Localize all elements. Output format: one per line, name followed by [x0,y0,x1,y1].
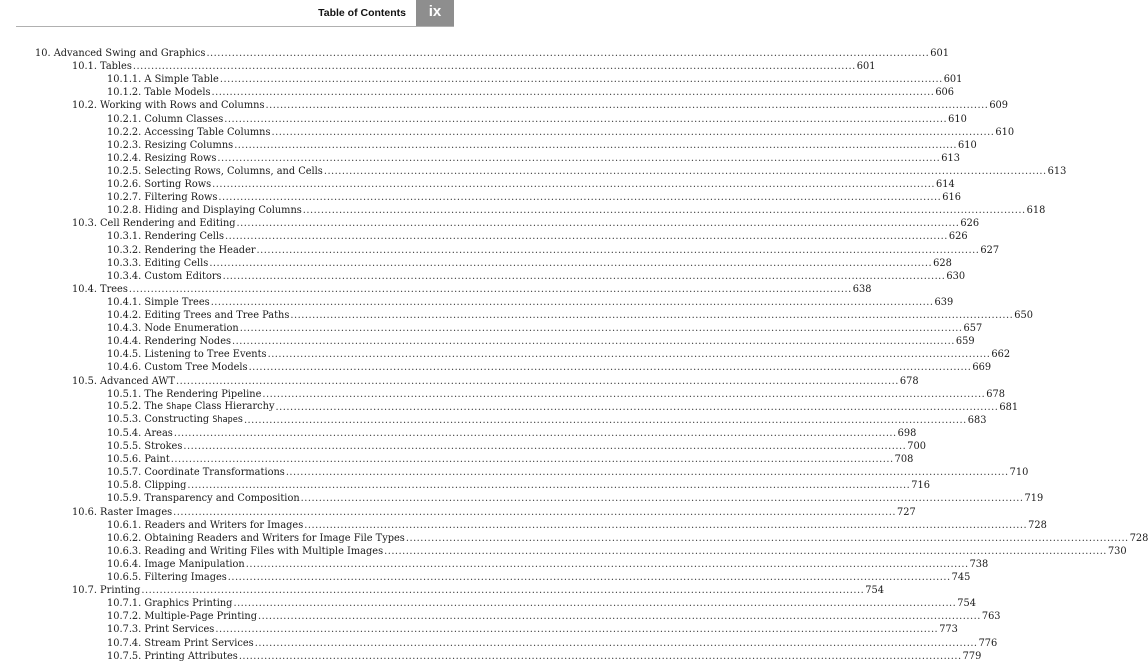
toc-entry[interactable] [107,113,967,126]
toc-entry[interactable] [107,257,952,270]
toc-entry-title [107,571,227,584]
dot-leader: ........................................................................................................................................................................................................ [248,362,972,374]
toc-entry-title [107,348,267,361]
dot-leader: ........................................................................................................................................................................................................ [323,165,1047,177]
toc-entry-page: 708 [894,454,914,466]
toc-entry-page: 678 [986,388,1005,400]
toc-entry-title [107,413,243,427]
dot-leader: ........................................................................................................................................................................................................ [236,218,960,230]
toc-entry-text: 10.6.5. Filtering Images [107,572,227,583]
toc-entry-text: 10.2. Working with Rows and Columns [72,100,265,112]
toc-entry-text: 10.4.1. Simple Trees [107,296,210,308]
dot-leader: ........................................................................................................................................................................................................ [285,467,1009,479]
toc-entry-text: 10.4.2. Editing Trees and Tree Paths [107,310,290,321]
toc-entry-title [72,217,236,230]
toc-entry-text: 10.1. Tables [72,61,132,73]
toc-entry-title [107,610,257,623]
toc-entry-text: 10.5.5. Strokes [107,441,183,452]
toc-entry-text: 10.4.3. Node Enumeration [107,323,239,335]
dot-leader: ........................................................................................................................................................................................................ [256,244,980,256]
toc-entry-title [107,453,170,466]
toc-entry-page: 662 [991,349,1011,361]
toc-entry-title [107,230,224,243]
toc-entry-title [107,126,271,139]
dot-leader: ........................................................................................................................................................................................................ [232,336,955,348]
toc-entry-text: 10.2.7. Filtering Rows [107,192,218,204]
dot-leader: ........................................................................................................................................................................................................ [209,257,933,269]
toc-entry-page: 681 [999,401,1019,413]
toc-entry[interactable] [72,99,1009,112]
toc-entry-title [107,309,289,322]
toc-entry-title [72,584,140,597]
toc-entry[interactable] [72,375,919,388]
toc-entry[interactable] [107,623,958,636]
dot-leader: ........................................................................................................................................................................................................ [245,558,969,570]
dot-leader: ........................................................................................................................................................................................................ [254,637,978,649]
toc-entry-title [107,558,245,571]
toc-entry[interactable] [107,400,1019,414]
toc-entry[interactable] [107,388,1005,401]
dot-leader: ........................................................................................................................................................................................................ [218,192,942,204]
toc-entry-page: 779 [962,650,982,662]
toc-entry-page: 728 [1028,519,1047,531]
toc-entry[interactable] [107,532,1148,545]
toc-entry-title [72,506,172,519]
toc-entry-title [107,257,208,270]
toc-entry-text: 10.1.1. A Simple Table [107,74,219,86]
toc-entry[interactable] [107,244,1000,257]
toc-entry-title [35,47,205,60]
dot-leader: ........................................................................................................................................................................................................ [258,611,981,623]
toc-entry-page: 700 [907,441,926,452]
toc-entry[interactable] [107,479,930,492]
toc-entry-page: 610 [958,139,977,151]
dot-leader: ........................................................................................................................................................................................................ [290,310,1014,321]
toc-entry-text: 10.5.9. Transparency and Composition [107,493,300,505]
toc-entry-text: 10.7.2. Multiple-Page Printing [107,611,257,623]
toc-entry-title [107,296,210,309]
toc-entry-text: 10.4.5. Listening to Tree Events [107,349,267,361]
toc-entry-code: Shape [166,401,192,412]
toc-entry-page: 627 [980,244,1000,256]
toc-entry-text: 10.7. Printing [72,585,141,597]
toc-entry-text: 10.5.1. The Rendering Pipeline [107,388,262,400]
toc-entry-text: 10.2.6. Sorting Rows [107,179,212,190]
dot-leader: ........................................................................................................................................................................................................ [132,61,856,73]
toc-entry-title [107,440,182,453]
dot-leader: ........................................................................................................................................................................................................ [275,401,999,413]
toc-entry-page: 601 [856,61,876,73]
toc-entry-text: 10.5.3. Constructing [107,413,213,425]
dot-leader: ........................................................................................................................................................................................................ [233,598,957,610]
toc-entry-page: 626 [948,231,968,243]
toc-entry-text: 10.3.4. Custom Editors [107,270,222,282]
toc-entry-text: 10.2.4. Resizing Rows [107,152,217,164]
toc-entry-text: 10.2.5. Selecting Rows, Columns, and Cells [107,165,323,177]
toc-entry-title [72,60,132,73]
toc-entry-text: 10.4. Trees [72,283,128,295]
toc-entry-page: 610 [995,126,1015,138]
toc-entry-title [107,400,275,414]
toc-entry[interactable] [72,283,872,296]
toc-entry-page: 698 [897,427,917,439]
toc-entry-text: 10.5. Advanced AWT [72,375,176,387]
toc-entry[interactable] [107,545,1127,558]
dot-leader: ........................................................................................................................................................................................................ [222,270,946,282]
dot-leader: ........................................................................................................................................................................................................ [187,480,911,492]
toc-entry-text: 10.7.3. Print Services [107,624,215,636]
toc-entry-title [107,244,256,257]
toc-entry-page: 618 [1026,205,1046,217]
toc-entry-text: 10.5.6. Paint [107,454,170,466]
dot-leader: ........................................................................................................................................................................................................ [267,349,991,361]
toc-entry[interactable] [107,492,1044,505]
toc-entry-title [107,113,223,126]
toc-entry-title [107,178,211,191]
toc-entry-title [107,492,300,505]
toc-entry[interactable] [107,126,1015,139]
header-divider [16,26,454,27]
toc-entry-text: 10.3.1. Rendering Cells [107,231,225,243]
toc-entry-title [72,375,175,388]
toc-entry-page: 669 [972,362,992,374]
toc-entry-text: 10. Advanced Swing and Graphics [35,48,206,59]
toc-entry[interactable] [107,650,982,663]
toc-entry[interactable] [107,270,966,283]
toc-entry-page: 728 [1129,532,1148,544]
toc-entry[interactable] [107,178,955,191]
dot-leader: ........................................................................................................................................................................................................ [170,454,894,466]
toc-entry-text: 10.3.2. Rendering the Header [107,244,256,256]
toc-entry[interactable] [107,348,1011,361]
dot-leader: ........................................................................................................................................................................................................ [173,506,896,518]
toc-entry[interactable] [107,322,983,335]
toc-entry-title [107,427,173,440]
toc-entry-title [107,204,302,217]
toc-entry[interactable] [107,519,1047,532]
dot-leader: ........................................................................................................................................................................................................ [173,427,897,439]
toc-entry-page: 628 [933,257,952,269]
toc-entry-text: 10.6.1. Readers and Writers for Images [107,519,304,531]
toc-entry[interactable] [107,427,917,440]
toc-entry-text: 10.4.4. Rendering Nodes [107,336,232,348]
toc-entry-text: 10.7.1. Graphics Printing [107,598,233,610]
toc-entry-text: 10.3. Cell Rendering and Editing [72,218,236,230]
toc-entry-text: 10.6.2. Obtaining Readers and Writers for Image File Types [107,532,405,544]
toc-entry-text: 10.6.4. Image Manipulation [107,558,245,570]
toc-entry[interactable] [107,86,955,99]
page-number: ix [428,3,442,20]
toc-entry-page: 638 [852,283,872,295]
toc-entry-page: 650 [1014,310,1033,321]
dot-leader: ........................................................................................................................................................................................................ [405,532,1129,544]
toc-entry[interactable] [107,191,961,204]
toc-entry[interactable] [107,296,954,309]
dot-leader: ........................................................................................................................................................................................................ [227,572,951,583]
toc-entry[interactable] [107,230,968,243]
dot-leader: ........................................................................................................................................................................................................ [215,624,939,636]
toc-entry-text: 10.1.2. Table Models [107,87,211,99]
toc-entry-title [107,637,254,650]
toc-entry[interactable] [107,152,960,165]
toc-entry-page: 657 [963,323,983,335]
toc-entry[interactable] [107,361,992,374]
toc-entry[interactable] [107,413,987,427]
toc-entry-page: 716 [911,480,930,492]
toc-entry-text: 10.7.5. Printing Attributes [107,650,238,662]
toc-entry-code: Shape [212,414,238,425]
toc-entry[interactable] [107,453,914,466]
toc-entry-page: 763 [981,611,1001,623]
dot-leader: ........................................................................................................................................................................................................ [217,152,941,164]
toc-entry-text: 10.5.2. The [107,400,167,412]
toc-entry-text: 10.6.3. Reading and Writing Files with Multiple Images [107,545,384,557]
toc-entry-page: 659 [955,336,975,348]
toc-entry-title [107,545,383,558]
toc-entry-text: 10.2.1. Column Classes [107,113,224,125]
toc-entry-text: 10.2.3. Resizing Columns [107,139,234,151]
toc-entry-title [107,361,248,374]
toc-entry[interactable] [107,165,1067,178]
toc-entry-page: 630 [946,270,966,282]
toc-entry-page: 727 [897,506,916,518]
toc-entry-text: 10.6. Raster Images [72,506,173,518]
toc-entry[interactable] [107,558,989,571]
toc-entry-title [107,335,231,348]
dot-leader: ........................................................................................................................................................................................................ [128,283,852,295]
toc-entry-title [107,519,303,532]
toc-entry-title [107,165,323,178]
toc-entry-title [107,597,232,610]
dot-leader: ........................................................................................................................................................................................................ [212,179,935,190]
dot-leader: ........................................................................................................................................................................................................ [206,48,930,59]
dot-leader: ........................................................................................................................................................................................................ [211,87,935,99]
toc-entry-title [107,139,233,152]
toc-entry-page: 610 [948,113,967,125]
toc-entry[interactable] [107,597,976,610]
toc-entry-page: 738 [969,558,989,570]
toc-entry-page: 614 [935,179,955,190]
toc-entry[interactable] [107,440,926,453]
toc-entry-page: 616 [942,192,961,204]
toc-entry-page: 776 [978,637,998,649]
dot-leader: ........................................................................................................................................................................................................ [238,650,962,662]
dot-leader: ........................................................................................................................................................................................................ [262,388,986,400]
dot-leader: ........................................................................................................................................................................................................ [183,441,907,452]
page-header [0,0,454,26]
toc-entry-text: 10.4.6. Custom Tree Models [107,362,248,374]
toc-entry[interactable] [72,506,916,519]
toc-entry[interactable] [107,466,1029,479]
dot-leader: ........................................................................................................................................................................................................ [210,296,934,308]
toc-entry[interactable] [107,335,975,348]
toc-entry-text: 10.5.7. Coordinate Transformations [107,467,285,479]
toc-entry-page: 678 [899,375,919,387]
toc-entry-text: 10.5.4. Areas [107,427,173,439]
toc-entry[interactable] [35,47,949,60]
toc-entry-page: 773 [939,624,958,636]
toc-entry-title [107,191,217,204]
toc-entry[interactable] [72,584,884,597]
toc-entry-title [107,650,238,663]
toc-entry[interactable] [72,217,980,230]
dot-leader: ........................................................................................................................................................................................................ [304,519,1028,531]
toc-entry-page: 626 [960,218,980,230]
dot-leader: ........................................................................................................................................................................................................ [225,231,948,243]
toc-entry-title [107,270,222,283]
toc-entry-title [107,479,186,492]
toc-entry[interactable] [107,571,971,584]
dot-leader: ........................................................................................................................................................................................................ [300,493,1024,505]
toc-entry-page: 710 [1009,467,1029,479]
toc-entry-title [107,532,405,545]
toc-entry-title [107,86,210,99]
dot-leader: ........................................................................................................................................................................................................ [234,139,958,151]
toc-entry[interactable] [72,60,876,73]
toc-entry[interactable] [107,309,1033,322]
toc-entry-page: 613 [941,152,960,164]
toc-entry-title [107,73,219,86]
toc-entry-title [107,623,214,636]
dot-leader: ........................................................................................................................................................................................................ [302,205,1026,217]
toc-entry-page: 683 [967,414,987,426]
dot-leader: ........................................................................................................................................................................................................ [271,126,995,138]
dot-leader: ........................................................................................................................................................................................................ [141,585,865,597]
dot-leader: ........................................................................................................................................................................................................ [239,323,963,335]
toc-entry-title [107,152,216,165]
toc-entry[interactable] [107,73,963,86]
toc-entry-title [107,322,239,335]
dot-leader: ........................................................................................................................................................................................................ [176,375,899,387]
dot-leader: ........................................................................................................................................................................................................ [243,414,967,426]
toc-entry-text: 10.3.3. Editing Cells [107,257,209,269]
toc-entry-page: 719 [1024,493,1044,505]
toc-entry-page: 730 [1107,545,1127,557]
toc-entry[interactable] [107,610,1001,623]
toc-entry-page: 609 [989,100,1009,112]
toc-entry-page: 754 [957,598,976,610]
toc-entry-text: 10.2.8. Hiding and Displaying Columns [107,205,302,217]
toc-entry-text: 10.2.2. Accessing Table Columns [107,126,271,138]
toc-entry[interactable] [107,637,998,650]
toc-entry-text-after: Class Hierarchy [191,400,275,412]
dot-leader: ........................................................................................................................................................................................................ [265,100,989,112]
toc-entry-page: 613 [1047,165,1067,177]
toc-entry-title [72,99,264,112]
toc-entry-page: 601 [943,74,963,86]
dot-leader: ........................................................................................................................................................................................................ [219,74,943,86]
toc-entry-title [107,388,261,401]
dot-leader: ........................................................................................................................................................................................................ [224,113,948,125]
toc-entry-page: 754 [865,585,884,597]
toc-entry-text-after: s [237,413,243,425]
toc-entry-page: 606 [935,87,955,99]
toc-entry-title [107,466,285,479]
toc-entry-page: 601 [930,48,949,59]
dot-leader: ........................................................................................................................................................................................................ [384,545,1107,557]
toc-entry[interactable] [107,139,977,152]
running-title: Table of Contents [318,7,406,19]
toc-entry-page: 639 [934,296,954,308]
toc-entry[interactable] [107,204,1046,217]
toc-entry-text: 10.7.4. Stream Print Services [107,637,254,649]
toc-entry-title [72,283,128,296]
toc-entry-text: 10.5.8. Clipping [107,480,187,492]
page-number-box [416,0,454,26]
toc-entry-page: 745 [951,572,971,583]
